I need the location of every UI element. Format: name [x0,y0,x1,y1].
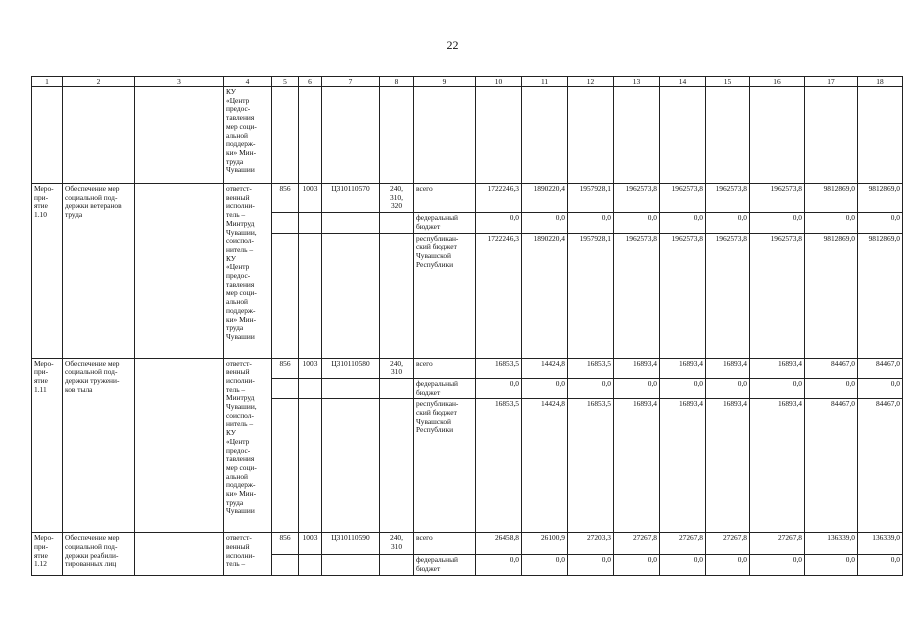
value-cell: 136339,0 [858,533,903,555]
value-cell: 14424,8 [522,399,568,533]
funding-source: федеральный бюджет [414,378,476,398]
column-number: 16 [750,77,805,87]
measure-label: Меро- при- ятие 1.12 [32,533,63,575]
value-cell: 84467,0 [805,358,858,378]
column-number: 13 [614,77,660,87]
column-number: 3 [135,77,224,87]
funding-source: республикан- ский бюджет Чувашской Республики [414,233,476,358]
funding-source: республикан- ский бюджет Чувашской Республики [414,399,476,533]
table-row [32,533,903,555]
csr-cell: Ц310110590 [322,533,380,555]
value-cell: 16893,4 [706,358,750,378]
value-cell: 1722246,3 [476,184,522,213]
value-cell: 0,0 [568,378,614,398]
funding-source: всего [414,358,476,378]
value-cell: 27267,8 [706,533,750,555]
value-cell: 1957928,1 [568,184,614,213]
value-cell: 0,0 [522,555,568,575]
value-cell: 16893,4 [706,399,750,533]
column-number: 18 [858,77,903,87]
funding-source: всего [414,533,476,555]
vr-cell: 240, 310, 320 [380,184,414,213]
value-cell: 26458,8 [476,533,522,555]
value-cell: 1962573,8 [614,233,660,358]
value-cell: 26100,9 [522,533,568,555]
value-cell: 0,0 [614,555,660,575]
grbs-cell: 856 [272,533,299,555]
value-cell: 16893,4 [750,399,805,533]
measure-title: Обеспечение мер социальной под- держки ветеранов труда [63,184,135,359]
value-cell: 9812869,0 [805,233,858,358]
value-cell: 27267,8 [660,533,706,555]
value-cell: 0,0 [858,378,903,398]
value-cell: 0,0 [805,213,858,233]
value-cell: 0,0 [660,555,706,575]
table-row [32,358,903,378]
value-cell: 27267,8 [614,533,660,555]
value-cell: 27267,8 [750,533,805,555]
value-cell: 84467,0 [805,399,858,533]
value-cell: 16853,5 [476,358,522,378]
value-cell: 16893,4 [614,358,660,378]
value-cell: 1957928,1 [568,233,614,358]
column-number: 14 [660,77,706,87]
value-cell: 84467,0 [858,358,903,378]
column-number: 11 [522,77,568,87]
column-number: 6 [299,77,322,87]
value-cell: 16853,5 [476,399,522,533]
value-cell: 0,0 [660,213,706,233]
column-number: 9 [414,77,476,87]
value-cell: 1722246,3 [476,233,522,358]
value-cell: 1962573,8 [750,184,805,213]
value-cell: 1890220,4 [522,184,568,213]
value-cell: 0,0 [858,213,903,233]
value-cell: 136339,0 [805,533,858,555]
column-number: 2 [63,77,135,87]
value-cell: 0,0 [660,378,706,398]
column-number: 10 [476,77,522,87]
column-number: 1 [32,77,63,87]
value-cell: 16893,4 [750,358,805,378]
value-cell: 0,0 [614,213,660,233]
value-cell: 0,0 [805,378,858,398]
column-number: 4 [224,77,272,87]
value-cell: 0,0 [614,378,660,398]
value-cell: 0,0 [750,213,805,233]
budget-table [31,76,903,576]
rz-cell: 1003 [299,533,322,555]
funding-source: всего [414,184,476,213]
value-cell: 9812869,0 [858,233,903,358]
value-cell: 1962573,8 [750,233,805,358]
column-number: 8 [380,77,414,87]
table-row [32,184,903,213]
vr-cell: 240, 310 [380,533,414,555]
value-cell: 0,0 [476,378,522,398]
measure-title: Обеспечение мер социальной под- держки тружени- ков тыла [63,358,135,533]
vr-cell: 240, 310 [380,358,414,378]
value-cell: 9812869,0 [805,184,858,213]
value-cell: 14424,8 [522,358,568,378]
value-cell: 0,0 [522,378,568,398]
csr-cell: Ц310110580 [322,358,380,378]
value-cell: 1962573,8 [660,233,706,358]
value-cell: 16893,4 [614,399,660,533]
value-cell: 0,0 [522,213,568,233]
column-number-row [32,77,903,87]
value-cell: 16853,5 [568,358,614,378]
executor-cell: КУ «Центр предос- тавления мер соци- альной поддерж- ки» Мин- труда Чувашии [224,87,272,184]
column-number: 5 [272,77,299,87]
executor-cell: ответст- венный исполни- тель – [224,533,272,575]
measure-title: Обеспечение мер социальной под- держки реабили- тированных лиц [63,533,135,575]
value-cell: 0,0 [706,213,750,233]
value-cell: 1962573,8 [706,184,750,213]
value-cell: 16893,4 [660,399,706,533]
value-cell: 27203,3 [568,533,614,555]
grbs-cell: 856 [272,184,299,213]
rz-cell: 1003 [299,184,322,213]
executor-cell: ответст- венный исполни- тель – Минтруд Чувашии, соиспол- нитель – КУ «Центр предос- тавления мер соци- альной поддерж- ки» Мин- труда Чувашии [224,358,272,533]
column-number: 17 [805,77,858,87]
value-cell: 0,0 [750,378,805,398]
value-cell: 1962573,8 [614,184,660,213]
value-cell: 16853,5 [568,399,614,533]
column-number: 15 [706,77,750,87]
value-cell: 0,0 [858,555,903,575]
csr-cell: Ц310110570 [322,184,380,213]
funding-source: федеральный бюджет [414,555,476,575]
value-cell: 9812869,0 [858,184,903,213]
value-cell: 0,0 [568,555,614,575]
value-cell: 0,0 [706,378,750,398]
value-cell: 16893,4 [660,358,706,378]
continuation-row [32,87,903,184]
column-number: 7 [322,77,380,87]
measure-label: Меро- при- ятие 1.11 [32,358,63,533]
value-cell: 1962573,8 [706,233,750,358]
value-cell: 0,0 [706,555,750,575]
value-cell: 0,0 [568,213,614,233]
value-cell: 0,0 [750,555,805,575]
value-cell: 0,0 [805,555,858,575]
value-cell: 1890220,4 [522,233,568,358]
column-number: 12 [568,77,614,87]
grbs-cell: 856 [272,358,299,378]
value-cell: 0,0 [476,555,522,575]
value-cell: 0,0 [476,213,522,233]
rz-cell: 1003 [299,358,322,378]
value-cell: 84467,0 [858,399,903,533]
page-number: 22 [446,38,459,52]
measure-label: Меро- при- ятие 1.10 [32,184,63,359]
value-cell: 1962573,8 [660,184,706,213]
executor-cell: ответст- венный исполни- тель – Минтруд Чувашии, соиспол- нитель – КУ «Центр предос- тавления мер соци- альной поддерж- ки» Мин- труда Чувашии [224,184,272,359]
funding-source: федеральный бюджет [414,213,476,233]
